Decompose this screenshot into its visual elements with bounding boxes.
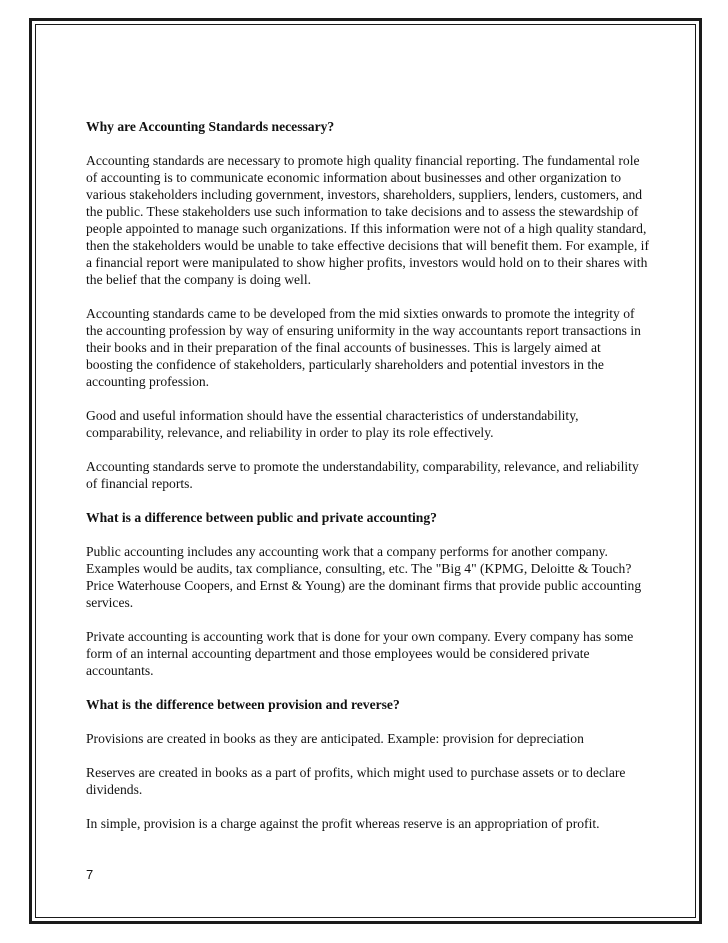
page-number: 7 (86, 867, 94, 882)
paragraph: Public accounting includes any accounting work that a company performs for another company. Examples would be audits, tax compliance, consulting, etc. The "Big 4" (KPMG, Deloitte & Touch?Price Waterhouse Coopers, and Ernst & Young) are the dominant firms that provide public accounting services. (86, 544, 642, 610)
section-heading-public-private: What is a difference between public and private accounting? (86, 510, 437, 525)
paragraph: Accounting standards serve to promote the understandability, comparability, relevance, and reliability of financial reports. (86, 459, 639, 491)
section-heading-provision-reserve: What is the difference between provision and reverse? (86, 697, 400, 712)
paragraph: Accounting standards came to be developed from the mid sixties onwards to promote the integrity of the accounting profession by way of ensuring uniformity in the way accountants report transactions in their books and in their preparation of the final accounts of businesses. This is largely aimed at boosting the confidence of stakeholders, particularly shareholders and potential investors in the accounting profession. (86, 306, 641, 389)
paragraph: Reserves are created in books as a part of profits, which might used to purchase assets or to declare dividends. (86, 765, 626, 797)
paragraph: In simple, provision is a charge against the profit whereas reserve is an appropriation of profit. (86, 816, 600, 831)
page-content (86, 118, 651, 849)
paragraph: Provisions are created in books as they are anticipated. Example: provision for depreciation (86, 731, 584, 746)
paragraph: Good and useful information should have the essential characteristics of understandability, comparability, relevance, and reliability in order to play its role effectively. (86, 408, 579, 440)
paragraph: Accounting standards are necessary to promote high quality financial reporting. The fundamental role of accounting is to communicate economic information about businesses and other organization to various stakeholders including government, investors, shareholders, suppliers, lenders, customers, and the public. These stakeholders use such information to take decisions and to assess the stewardship of people appointed to manage such organizations. If this information were not of a high quality standard, then the stakeholders would be unable to take effective decisions that will benefit them. For example, if a financial report were manipulated to show higher profits, investors would hold on to their shares with the belief that the company is doing well. (86, 153, 649, 287)
paragraph: Private accounting is accounting work that is done for your own company. Every company has some form of an internal accounting department and those employees would be considered private accountants. (86, 629, 634, 678)
section-heading-accounting-standards: Why are Accounting Standards necessary? (86, 119, 335, 134)
